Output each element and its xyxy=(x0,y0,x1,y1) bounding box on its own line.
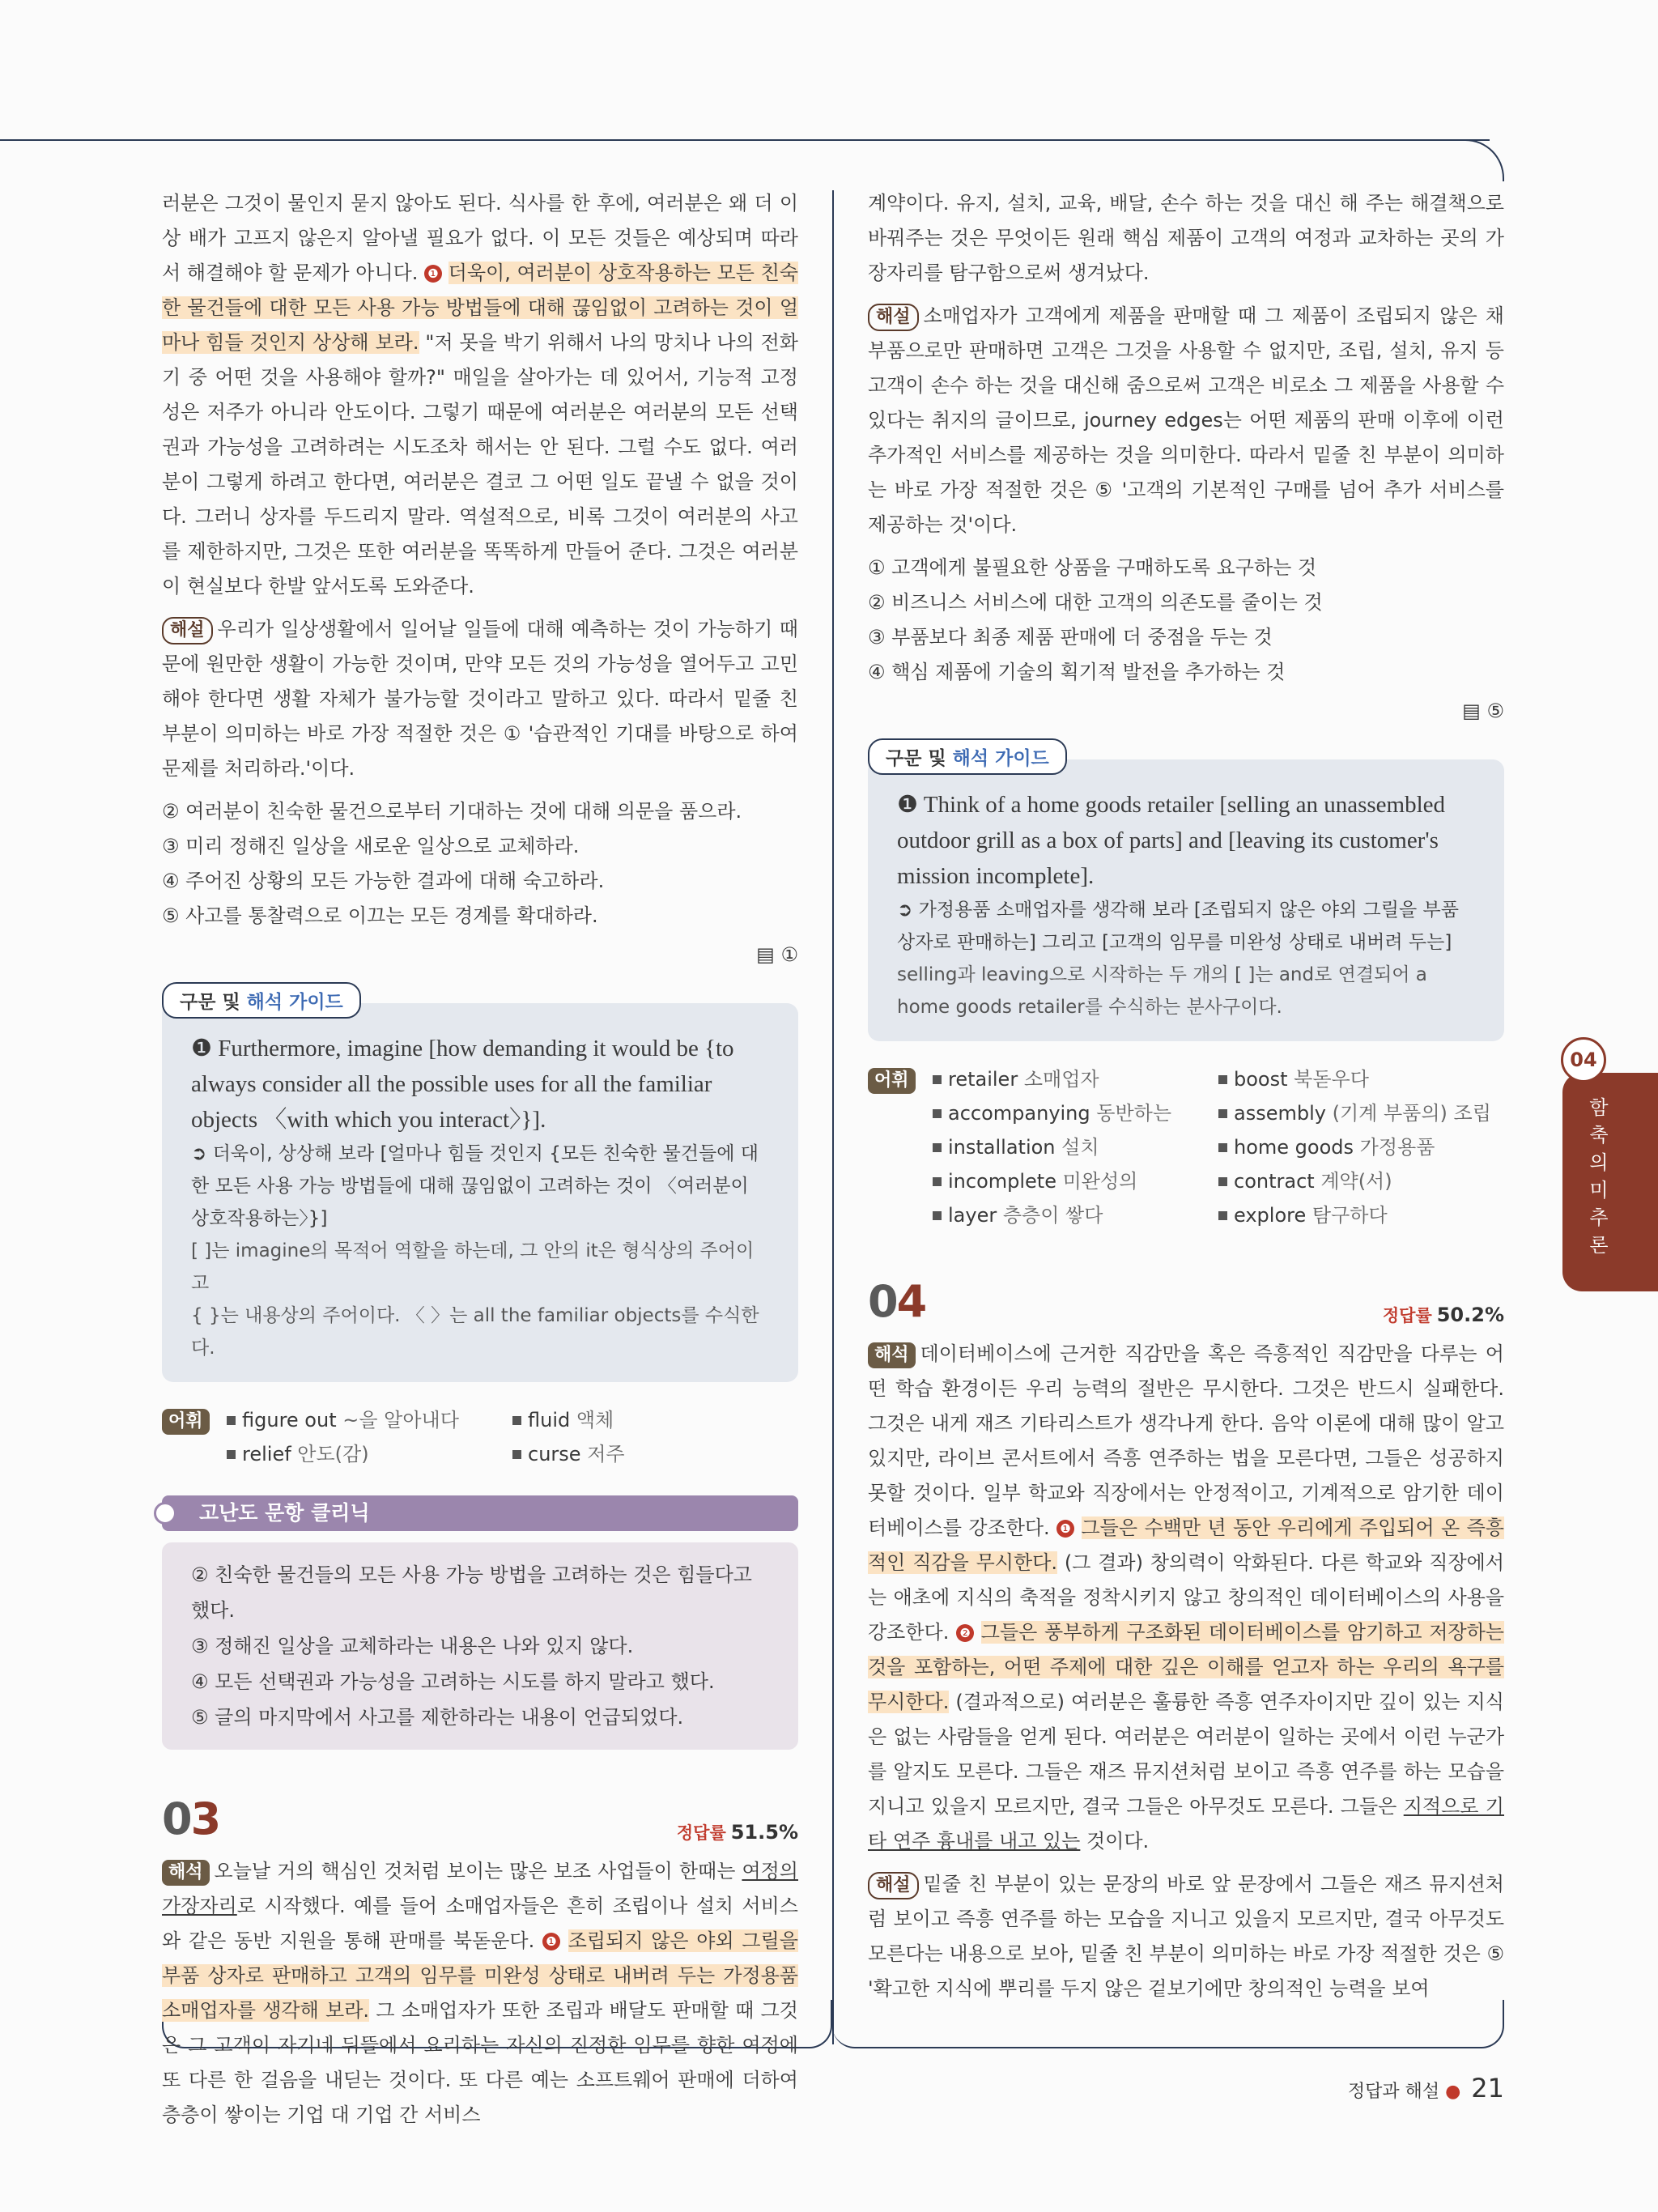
vocab-ko: 북돋우다 xyxy=(1294,1068,1369,1091)
vocab-ko: (기계 부품의) 조립 xyxy=(1332,1102,1491,1125)
vocab-item xyxy=(1218,1096,1504,1130)
clinic-item: ② 친숙한 물건들의 모든 사용 가능 방법을 고려하는 것은 힘들다고 했다. xyxy=(191,1563,752,1622)
column-divider xyxy=(832,190,834,2044)
guide-korean-translation: ➲ 더욱이, 상상해 보라 [얼마나 힘들 것인지 {모든 친숙한 물건들에 대한 모든 사용 가능 방법들에 대해 끊임없이 고려하는 것이 〈여러분이 상호작용하는〉}] xyxy=(191,1143,759,1229)
marker-1-icon: ❶ xyxy=(542,1933,560,1950)
highlighted-sentence: 조립되지 않은 야외 그릴을 부품 상자로 판매하고 고객의 임무를 미완성 상태로 내버려 두는 가정용품 소매업자를 생각해 보라. xyxy=(162,1929,798,2022)
vocab-item xyxy=(933,1164,1218,1198)
q4-header xyxy=(868,1276,1504,1327)
vocab-en: retailer xyxy=(948,1068,1018,1091)
vocabulary-list xyxy=(162,1403,798,1471)
guide-label-text: 구문 및 xyxy=(180,992,247,1013)
guide-note: [ ]는 imagine의 목적어 역할을 하는데, 그 안의 it은 형식상의 주어이고 xyxy=(191,1240,755,1294)
q3-correct-rate xyxy=(677,1820,798,1844)
bullet-icon xyxy=(933,1109,942,1118)
vocab-en: installation xyxy=(948,1136,1056,1159)
passage-text: (결과적으로) 여러분은 훌륭한 즉흥 연주자이지만 깊이 있는 지식은 없는 사람들을 얻게 된다. 여러분은 여러분이 일하는 곳에서 이런 누군가를 알지도 모른다. 그들은 재즈 뮤지션처럼 보이고 즉흥 연주를 하는 모습을 지니고 있을지 모르지만, 결국 그들은 아무것도 모른다. 그들은 xyxy=(868,1691,1504,1818)
vocab-spacer xyxy=(868,1198,933,1232)
passage-text: 로 시작했다. 예를 들어 소매업자들은 흔히 조립이나 설치 서비스와 같은 동반 지원을 통해 판매를 북돋운다. xyxy=(162,1895,798,1952)
vocab-ko: 층층이 쌓다 xyxy=(1002,1204,1103,1227)
bullet-icon xyxy=(227,1416,236,1425)
vocab-ko: 안도(감) xyxy=(297,1443,369,1465)
bullet-icon xyxy=(227,1450,236,1459)
guide-note: home goods retailer를 수식하는 분사구이다. xyxy=(897,997,1282,1018)
q3-number xyxy=(162,1793,219,1844)
vocab-spacer xyxy=(162,1437,227,1471)
guide-label-text: 구문 및 xyxy=(886,748,953,769)
page-footer xyxy=(1348,2073,1504,2104)
vocab-tag-cell xyxy=(162,1403,227,1437)
explanation-tag: 해설 xyxy=(868,304,919,331)
highlighted-sentence: 그들은 풍부하게 구조화된 데이터베이스를 암기하고 저장하는 것을 포함하는, 어떤 주제에 대한 깊은 이해를 얻고자 하는 우리의 욕구를 무시한다. xyxy=(868,1621,1504,1713)
footer-label: 정답과 해설 xyxy=(1347,2082,1440,2102)
option: ③ 부품보다 최종 제품 판매에 더 중점을 두는 것 xyxy=(868,626,1273,649)
explanation-tag: 해설 xyxy=(162,617,213,644)
bullet-icon xyxy=(933,1177,942,1186)
answer-mark: ▤ ① xyxy=(756,943,798,966)
vocab-item xyxy=(1218,1130,1504,1164)
translation-tag: 해석 xyxy=(162,1860,210,1886)
translation-tag: 해석 xyxy=(868,1342,916,1368)
top-rule-corner xyxy=(1457,139,1504,181)
marker-1-icon: ❶ xyxy=(424,265,442,283)
underlined-phrase: 여정의 가장자리 xyxy=(162,1860,798,1917)
vocab-ko: 소매업자 xyxy=(1023,1068,1099,1091)
passage-text: 그 소매업자가 또한 조립과 배달도 판매할 때 그것은 그 고객이 자기네 뒤뜰에서 요리하는 자신의 진정한 임무를 향한 여정에 또 다른 한 걸음을 내딛는 것이다. 또 다른 예는 소프트웨어 판매에 더하여 층층이 쌓이는 기업 대 기업 간 서비스 xyxy=(162,1999,798,2126)
explanation-text: 소매업자가 고객에게 제품을 판매할 때 그 제품이 조립되지 않은 채 부품으로만 판매하면 고객은 그것을 사용할 수 없지만, 조립, 설치, 유지 등 고객이 손수 하는 것을 대신해 줌으로써 고객은 비로소 그 제품을 사용할 수 있다는 취지의 글이므로, journey edges는 어떤 제품의 판매 이후에 이런 추가적인 서비스를 제공하는 것을 의미한다. 따라서 밑줄 친 부분이 의미하는 바로 가장 적절한 것은 ⑤ '고객의 기본적인 구매를 넘어 추가 서비스를 제공하는 것'이다. xyxy=(868,304,1504,536)
bullet-icon xyxy=(933,1211,942,1220)
vocab-tag: 어휘 xyxy=(162,1409,210,1435)
passage-text: (그 결과) 창의력이 악화된다. 다른 학교와 직장에서는 애초에 지식의 축적을 정착시키지 않고 창의적인 데이터베이스의 사용을 강조한다. xyxy=(868,1551,1505,1644)
guide-korean-translation: ➲ 가정용품 소매업자를 생각해 보라 [조립되지 않은 야외 그릴을 부품 상자로 판매하는] 그리고 [고객의 임무를 미완성 상태로 내버려 두는] xyxy=(897,900,1459,953)
passage-text: 러분은 그것이 물인지 묻지 않아도 된다. 식사를 한 후에, 여러분은 왜 더 이상 배가 고프지 않은지 알아낼 필요가 없다. 이 모든 것들은 예상되며 따라서 해결해야 할 문제가 아니다. xyxy=(162,192,798,284)
explanation-tag: 해설 xyxy=(868,1872,919,1899)
vocab-ko: 계약(서) xyxy=(1320,1170,1392,1193)
answer-mark: ▤ ⑤ xyxy=(1462,700,1504,722)
vocab-item xyxy=(933,1130,1218,1164)
vocab-en: fluid xyxy=(528,1409,571,1431)
vocab-spacer xyxy=(868,1130,933,1164)
top-rule xyxy=(0,139,1490,141)
q4-explanation xyxy=(868,1867,1504,2006)
clinic-item: ⑤ 글의 마지막에서 사고를 제한하라는 내용이 언급되었다. xyxy=(191,1706,684,1729)
page-number: 21 xyxy=(1471,2073,1504,2104)
syntax-guide-box xyxy=(162,992,798,1382)
hard-question-clinic-header xyxy=(162,1495,798,1531)
bullet-icon xyxy=(1218,1177,1227,1186)
guide-note: { }는 내용상의 주어이다. 〈 〉는 all the familiar objects를 수식한다. xyxy=(191,1305,759,1359)
q4-number xyxy=(868,1276,925,1327)
syntax-guide-label xyxy=(162,982,361,1019)
vocab-item xyxy=(933,1062,1218,1096)
bullet-icon xyxy=(1218,1109,1227,1118)
vocab-en: contract xyxy=(1234,1170,1315,1193)
vocab-en: boost xyxy=(1234,1068,1288,1091)
chapter-title: 함축의미추론 xyxy=(1589,1096,1609,1257)
syntax-guide-label xyxy=(868,738,1067,775)
vocab-item xyxy=(1218,1062,1504,1096)
vocab-en: relief xyxy=(242,1443,291,1465)
underlined-phrase: 지적으로 기타 연주 흉내를 내고 있는 xyxy=(868,1795,1504,1853)
syntax-guide-box xyxy=(868,748,1504,1041)
q-number-digit: 4 xyxy=(896,1276,926,1327)
vocab-item xyxy=(1218,1198,1504,1232)
bullet-icon: ● xyxy=(1445,2082,1461,2102)
chapter-side-tab xyxy=(1562,1049,1658,1291)
vocab-tag-cell xyxy=(868,1062,933,1096)
vocab-ko: 가정용품 xyxy=(1359,1136,1435,1159)
bullet-icon xyxy=(933,1075,942,1084)
vocab-ko: ~을 알아내다 xyxy=(342,1409,459,1431)
vocab-spacer xyxy=(868,1164,933,1198)
clinic-item: ④ 모든 선택권과 가능성을 고려하는 시도를 하지 말라고 했다. xyxy=(191,1670,715,1693)
vocab-ko: 액체 xyxy=(576,1409,614,1431)
bullet-icon xyxy=(1218,1143,1227,1152)
option: ① 고객에게 불필요한 상품을 구매하도록 요구하는 것 xyxy=(868,556,1317,579)
vocab-en: accompanying xyxy=(948,1102,1090,1125)
explanation-text: 밑줄 친 부분이 있는 문장의 바로 앞 문장에서 그들은 재즈 뮤지션처럼 보이고 즉흥 연주를 하는 모습을 지니고 있을지 모르지만, 결국 아무것도 모른다는 내용으로 보아, 밑줄 친 부분이 의미하는 바로 가장 적절한 것은 ⑤ '확고한 지식에 뿌리를 두지 않은 겉보기에만 창의적인 능력을 보여 xyxy=(868,1873,1504,2000)
right-column xyxy=(868,186,1504,2014)
clinic-title: 고난도 문항 클리닉 xyxy=(199,1501,370,1525)
option: ③ 미리 정해진 일상을 새로운 일상으로 교체하라. xyxy=(162,835,580,857)
guide-label-accent: 해석 가이드 xyxy=(246,992,343,1013)
vocabulary-list xyxy=(868,1062,1504,1232)
q4-translation xyxy=(868,1337,1504,1859)
left-column xyxy=(162,186,798,2141)
vocab-en: assembly xyxy=(1234,1102,1326,1125)
q3-explanation xyxy=(868,299,1504,542)
q2-explanation xyxy=(162,612,798,786)
rate-value: 50.2% xyxy=(1436,1304,1504,1326)
passage-text: "저 못을 박기 위해서 나의 망치나 나의 전화기 중 어떤 것을 사용해야 할까?" 매일을 살아가는 데 있어서, 기능적 고정성은 저주가 아니라 안도이다. 그렇기 때문에 여러분은 여러분의 모든 선택권과 가능성을 고려하려는 시도조차 해서는 안 된다. 그럴 수도 없다. 여러분이 그렇게 하려고 한다면, 여러분은 결코 그 어떤 일도 끝낼 수 없을 것이다. 그러니 상자를 두드리지 말라. 역설적으로, 비록 그것이 여러분의 사고를 제한하지만, 그것은 또한 여러분을 똑똑하게 만들어 준다. 그것은 여러분이 현실보다 한발 앞서도록 도와준다. xyxy=(162,331,798,598)
vocab-ko: 저주 xyxy=(587,1443,625,1465)
option: ⑤ 사고를 통찰력으로 이끄는 모든 경계를 확대하라. xyxy=(162,904,598,927)
vocab-en: curse xyxy=(528,1443,581,1465)
marker-2-icon: ❷ xyxy=(956,1624,974,1642)
bullet-icon xyxy=(1218,1211,1227,1220)
hard-question-clinic-box xyxy=(162,1542,798,1750)
guide-english-sentence: ❶ Think of a home goods retailer [selling an unassembled outdoor grill as a box of parts] and [leaving its customer's mission incomplete]. xyxy=(897,792,1445,889)
q3-header xyxy=(162,1793,798,1844)
vocab-en: home goods xyxy=(1234,1136,1354,1159)
q-number-digit: 0 xyxy=(162,1793,191,1844)
bullet-icon xyxy=(1218,1075,1227,1084)
rate-label: 정답률 xyxy=(676,1823,726,1843)
vocab-item xyxy=(227,1437,512,1471)
vocab-ko: 탐구하다 xyxy=(1312,1204,1388,1227)
chapter-badge: 04 xyxy=(1561,1037,1606,1083)
q3-translation xyxy=(162,1854,798,2133)
bullet-icon xyxy=(933,1143,942,1152)
guide-note: selling과 leaving으로 시작하는 두 개의 [ ]는 and로 연결되어 a xyxy=(897,964,1427,985)
q-number-digit: 0 xyxy=(868,1276,897,1327)
guide-english-sentence: ❶ Furthermore, imagine [how demanding it would be {to always consider all the possible uses for all the familiar objects 〈with which you interact〉}]. xyxy=(191,1036,734,1133)
q2-passage xyxy=(162,186,798,604)
option: ④ 핵심 제품에 기술의 획기적 발전을 추가하는 것 xyxy=(868,661,1286,683)
vocab-en: incomplete xyxy=(948,1170,1056,1193)
q4-correct-rate xyxy=(1383,1303,1504,1327)
vocab-item xyxy=(512,1437,798,1471)
marker-1-icon: ❶ xyxy=(1056,1520,1074,1538)
guide-label-accent: 해석 가이드 xyxy=(952,748,1049,769)
explanation-text: 우리가 일상생활에서 일어날 일들에 대해 예측하는 것이 가능하기 때문에 원만한 생활이 가능한 것이며, 만약 모든 것의 가능성을 열어두고 고민해야 한다면 생활 자체가 불가능할 것이라고 말하고 있다. 따라서 밑줄 친 부분이 의미하는 바로 가장 적절한 것은 ① '습관적인 기대를 바탕으로 하여 문제를 처리하라.'이다. xyxy=(162,618,798,780)
vocab-en: figure out xyxy=(242,1409,337,1431)
bullet-icon xyxy=(512,1416,521,1425)
passage-text: 오늘날 거의 핵심인 것처럼 보이는 많은 보조 사업들이 한때는 xyxy=(214,1860,742,1882)
bullet-icon xyxy=(512,1450,521,1459)
q3-passage-continued: 계약이다. 유지, 설치, 교육, 배달, 손수 하는 것을 대신 해 주는 해결책으로 바꿔주는 것은 무엇이든 원래 핵심 제품이 고객의 여정과 교차하는 곳의 가장자리를 탐구함으로써 생겨났다. xyxy=(868,192,1504,284)
vocab-item xyxy=(1218,1164,1504,1198)
vocab-en: layer xyxy=(948,1204,997,1227)
vocab-spacer xyxy=(868,1096,933,1130)
q-number-digit: 3 xyxy=(190,1793,220,1844)
vocab-tag: 어휘 xyxy=(868,1068,916,1094)
clinic-item: ③ 정해진 일상을 교체하라는 내용은 나와 있지 않다. xyxy=(191,1635,634,1657)
passage-text: 것이다. xyxy=(1080,1830,1150,1853)
vocab-en: explore xyxy=(1234,1204,1307,1227)
vocab-ko: 설치 xyxy=(1061,1136,1099,1159)
passage-text: 데이터베이스에 근거한 직감만을 혹은 즉흥적인 직감만을 다루는 어떤 학습 환경이든 우리 능력의 절반은 무시한다. 그것은 반드시 실패한다. 그것은 내게 재즈 기타리스트가 생각나게 한다. 음악 이론에 대해 많이 알고 있지만, 라이브 콘서트에서 즉흥 연주하는 법을 모른다면, 그들은 성공하지 못할 것이다. 일부 학교와 직장에서는 안정적이고, 기계적으로 암기한 데이터베이스를 강조한다. xyxy=(868,1342,1504,1539)
option: ② 비즈니스 서비스에 대한 고객의 의존도를 줄이는 것 xyxy=(868,591,1323,614)
highlighted-sentence: 더욱이, 여러분이 상호작용하는 모든 친숙한 물건들에 대한 모든 사용 가능 방법들에 대해 끊임없이 고려하는 것이 얼마나 힘들 것인지 상상해 보라. xyxy=(162,262,798,354)
vocab-ko: 미완성의 xyxy=(1062,1170,1138,1193)
option: ④ 주어진 상황의 모든 가능한 결과에 대해 숙고하라. xyxy=(162,870,605,892)
highlighted-sentence: 그들은 수백만 년 동안 우리에게 주입되어 온 즉흥적인 직감을 무시한다. xyxy=(868,1516,1504,1574)
vocab-item xyxy=(227,1403,512,1437)
circle-icon xyxy=(154,1502,176,1525)
vocab-item xyxy=(512,1403,798,1437)
rate-label: 정답률 xyxy=(1382,1306,1432,1325)
vocab-item xyxy=(933,1096,1218,1130)
rate-value: 51.5% xyxy=(730,1821,798,1844)
vocab-item xyxy=(933,1198,1218,1232)
option: ② 여러분이 친숙한 물건으로부터 기대하는 것에 대해 의문을 품으라. xyxy=(162,800,742,823)
vocab-ko: 동반하는 xyxy=(1096,1102,1172,1125)
